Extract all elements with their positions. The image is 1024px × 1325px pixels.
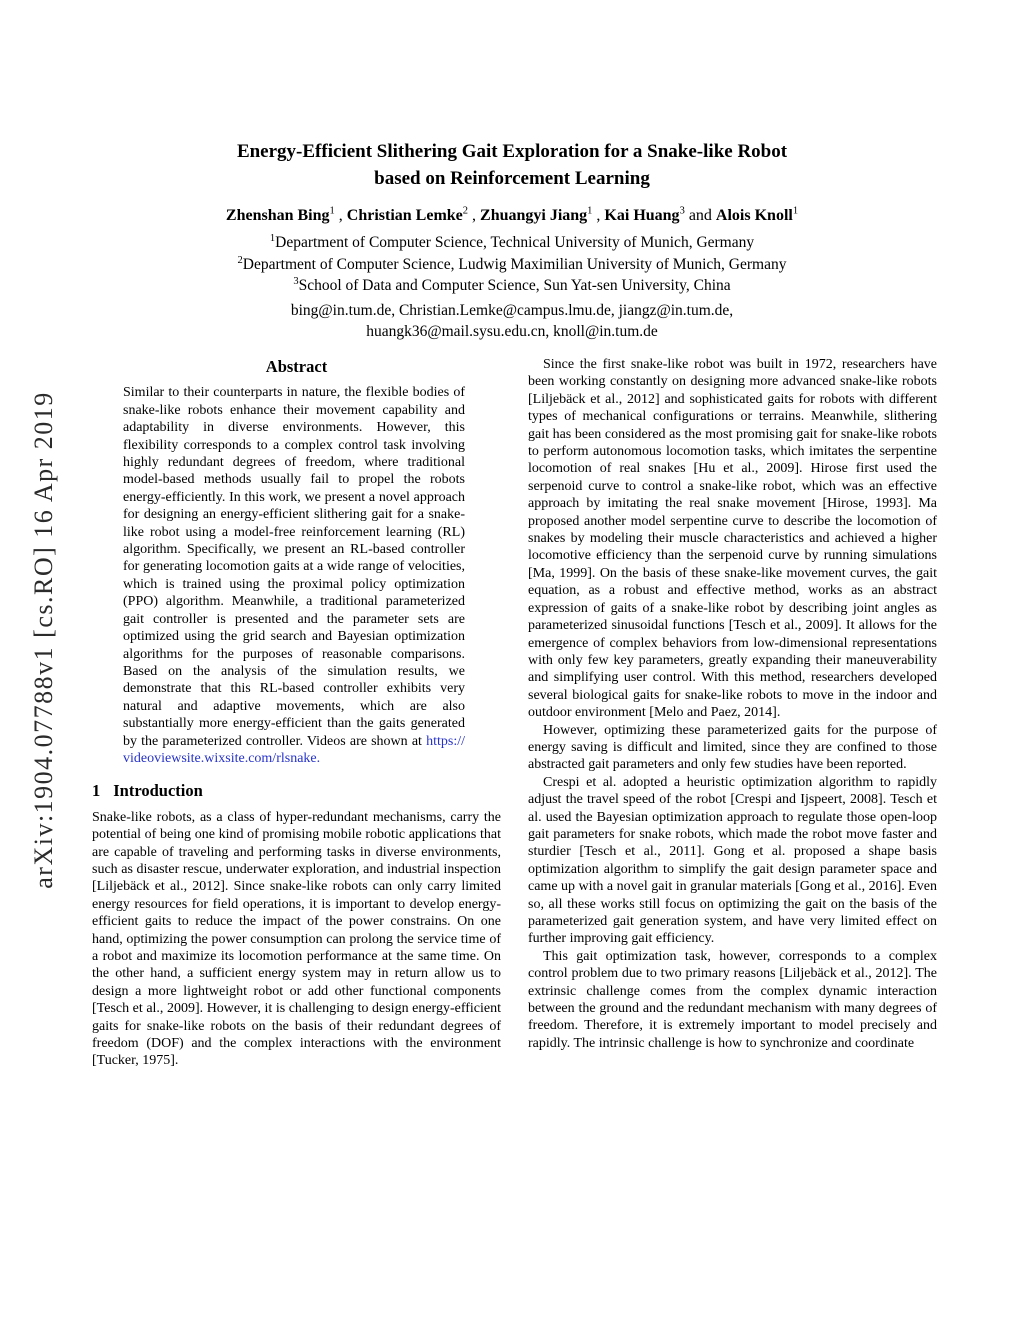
title-line-2: based on Reinforcement Learning [374,168,650,189]
author-affiliation-mark: 2 [462,205,469,217]
affiliation-mark: 3 [293,275,299,287]
paragraph: Since the first snake-like robot was built in 1972, researchers have been working constantly on designing more advanced snake-like robots [Liljebäck et al., 2012] and sophisticated gaits for robots with different types of mechanical configurations or terrains. Meanwhile, slithering gait has been considered as the most promising gait for snake-like robots to perform autonomous locomotion tasks, which imitates the serpentine locomotion of real snakes [Hu et al., 2009]. Hirose first used the serpenoid curve to control a snake-like robot, which was an effective approach by imitating the real snake movement [Hirose, 1993]. Ma proposed another model serpentine curve to describe the locomotion of snakes by modeling their muscle characteristics and achieved a higher locomotive efficiency than the serpenoid curve by running simulations [Ma, 1999]. On the basis of these snake-like movement curves, the gait equation, as a robust and effective method, works as an abstract expression of gaits of a snake-like robot by describing joint angles as parameterized sinusoidal functions [Tesch et al., 2009]. It allows for the emergence of complex behaviors from low-dimensional representations with only few key parameters, greatly expanding their maneuverability and simplifying user control. With this method, researchers developed several biological gaits for snake-like robots to move in the indoor and outdoor environment [Melo and Paez, 2014]. [528,357,937,721]
paper-title [0,138,1024,192]
author [716,207,798,224]
paper-header [0,138,1024,343]
video-link[interactable]: https://videoviewsite.wixsite.com/rlsnake. [123,733,465,766]
section-title: Introduction [113,781,203,801]
author-name: Christian Lemke [346,207,463,224]
two-column-body [92,356,937,1070]
affiliation-line [0,254,1024,276]
left-column [92,356,501,1070]
author-separator: , [592,207,605,224]
affiliation-mark: 1 [269,232,276,244]
author-affiliation-mark: 3 [679,205,685,217]
paragraph: Crespi et al. adopted a heuristic optimization algorithm to rapidly adjust the travel speed of the robot [Crespi and Ijspeert, 2008]. Tesch et al. used the Bayesian optimization approach to regulate those open-loop gait parameters for snake robots, which made the robot move faster and sturdier [Tesch et al., 2011]. Gong et al. proposed a shape basis optimization algorithm to simplify the gait design parameter space and came up with a novel gait in granular materials [Gong et al., 2016]. Even so, all these works still focus on optimizing the gait on the basis of the parameterized gait generation system, and have very limited effect on further improving gait efficiency. [528,774,937,947]
title-line-1: Energy-Efficient Slithering Gait Exploration for a Snake-like Robot [236,141,788,162]
author-separator: , [468,207,481,224]
abstract-text: Similar to their counterparts in nature, the flexible bodies of snake-like robots enhance their movement capability and adaptability in diverse environments. However, this flexibility corresponds to a complex control task involving highly redundant degrees of freedom, where traditional model-based methods usually fail to propel the robots energy-efficiently. In this work, we present a novel approach for designing an energy-efficient slithering gait for a snake-like robot using a model-free reinforcement learning (RL) algorithm. Specifically, we present an RL-based controller for generating locomotion gaits at a wide range of velocities, which is trained using the proximal policy optimization (PPO) algorithm. Meanwhile, a traditional parameterized gait controller is presented and the parameter sets are optimized using the grid search and Bayesian optimization algorithms for the purposes of reasonable comparisons. Based on the analysis of the simulation results, we demonstrate that this RL-based controller exhibits very natural and adaptive movements, which are also substantially more energy-efficient than the gaits generated by the parameterized controller. Videos are shown at [123,385,465,749]
author-affiliation-mark: 1 [329,205,335,217]
affiliation-text: School of Data and Computer Science, Sun Yat-sen University, China [298,277,731,294]
email-line: bing@in.tum.de, Christian.Lemke@campus.lmu.de, jiangz@in.tum.de, [290,301,734,319]
author-name: Zhuangyi Jiang [480,207,588,224]
author [604,207,684,224]
affiliation-line [0,275,1024,297]
section-number: 1 [92,781,101,801]
author-line [0,205,1024,227]
section-heading-introduction [92,782,501,799]
author-affiliation-mark: 1 [792,205,799,217]
affiliation-text: Department of Computer Science, Technical University of Munich, Germany [275,234,755,251]
author-name: Alois Knoll [715,207,793,224]
author-separator: and [684,207,716,224]
affiliation-block [0,232,1024,297]
email-block [0,300,1024,343]
affiliation-mark: 2 [237,254,243,266]
abstract-heading: Abstract [265,357,328,376]
author-separator: , [334,207,347,224]
affiliation-line [0,232,1024,254]
author [226,207,335,224]
abstract-paragraph [123,384,465,767]
paragraph: Snake-like robots, as a class of hyper-redundant mechanisms, carry the potential of being one kind of promising mobile robotic applications that are capable of traveling and performing tasks in diverse environments, such as disaster rescue, underwater exploration, and industrial inspection [Liljebäck et al., 2012]. Since snake-like robots can only carry limited energy resources for field operations, it is important to develop energy-efficient gaits to reduce the impact of the power constrains. On one hand, optimizing the power consumption can prolong the service time of a robot and maximize its locomotion performance at the same time. On the other hand, a sufficient energy system may in return allow us to design a more lightweight robot or add other functional components [Tesch et al., 2009]. However, it is challenging to design energy-efficient gaits for snake-like robots on the basis of their redundant degrees of freedom (DOF) and the complex interactions with the environment [Tucker, 1975]. [92,809,501,1069]
arxiv-sidebar-label: arXiv:1904.07788v1 [cs.RO] 16 Apr 2019 [29,391,58,889]
author-name: Zhenshan Bing [225,207,330,224]
author [347,207,468,224]
right-column [528,356,937,1070]
author [480,207,592,224]
email-line: huangk36@mail.sysu.edu.cn, knoll@in.tum.de [366,323,658,340]
paragraph: This gait optimization task, however, corresponds to a complex control problem due to two primary reasons [Liljebäck et al., 2012]. The extrinsic challenge comes from the complex dynamic interaction between the ground and the redundant mechanism with many degrees of freedom. Therefore, it is extremely important to model precisely and rapidly. The intrinsic challenge is how to synchronize and coordinate [528,948,937,1051]
paragraph: However, optimizing these parameterized gaits for the purpose of energy saving is difficult and limited, since they are confined to those abstracted gait parameters and only few studies have been reported. [528,722,937,773]
author-name: Kai Huang [604,207,680,224]
affiliation-text: Department of Computer Science, Ludwig Maximilian University of Munich, Germany [242,255,787,273]
author-affiliation-mark: 1 [587,205,593,217]
